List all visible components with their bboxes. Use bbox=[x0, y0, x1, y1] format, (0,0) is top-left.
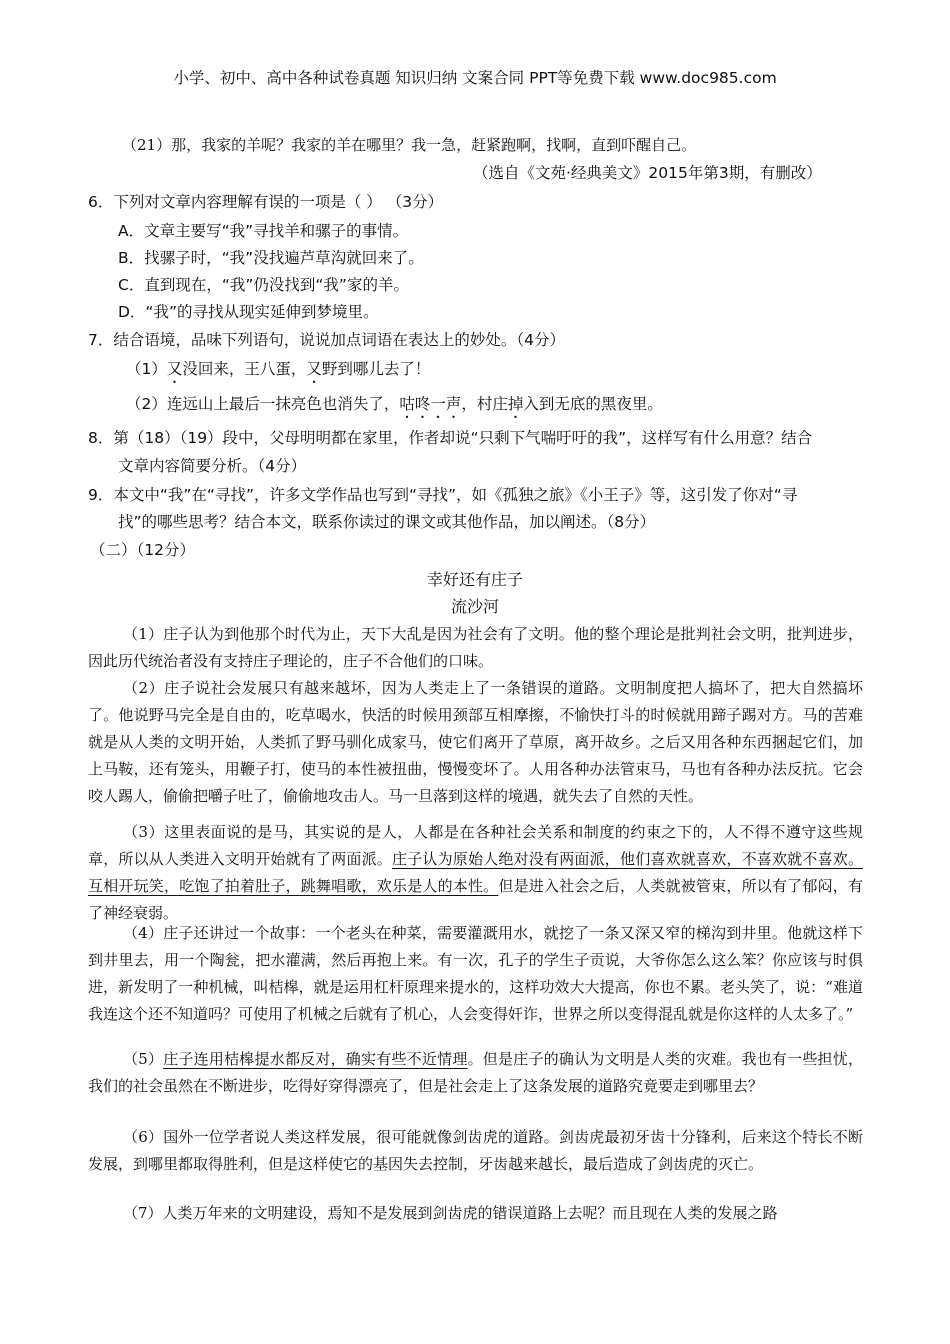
question-6-option-a: A．文章主要写“我”寻找羊和骡子的事情。 bbox=[118, 222, 409, 240]
article-paragraph-6: （6）国外一位学者说人类这样发展，很可能就像剑齿虎的道路。剑齿虎最初牙齿十分锋利，后来这个特长不断发展，到哪里都取得胜利，但是这样使它的基因失去控制，牙齿越来越长，最后造成了剑齿虎的灭亡。 bbox=[88, 1128, 863, 1173]
article-paragraph-2: （2）庄子说社会发展只有越来越坏，因为人类走上了一条错误的道路。文明制度把人搞坏了，把大自然搞坏了。他说野马完全是自由的，吃草喝水，快活的时候用颈部互相摩擦，不愉快打斗的时候就用蹄子踢对方。马的苦难就是从人类的文明开始，人类抓了野马驯化成家马，使它们离开了草原，离开故乡。之后又用各种东西捆起它们，加上马鞍，还有笼头，用鞭子打，使马的本性被扭曲，慢慢变坏了。人用各种办法管束马，马也有各种办法反抗。它会咬人踢人，偷偷把嚼子吐了，偷偷地攻击人。马一旦落到这样的境遇，就失去了自然的天性。 bbox=[88, 679, 863, 805]
question-6-option-c: C．直到现在，“我”仍没找到“我”家的羊。 bbox=[118, 276, 409, 294]
question-9-line-1: 9．本文中“我”在“寻找”，许多文学作品也写到“寻找”，如《孤独之旅》《小王子》等，这引发了你对“寻 bbox=[88, 486, 798, 504]
article-paragraph-3 bbox=[88, 819, 863, 927]
paragraph-21: （21）那，我家的羊呢？我家的羊在哪里？我一急，赶紧跑啊，找啊，直到吓醒自己。 bbox=[122, 136, 697, 154]
paragraph-5-underlined: 庄子连用桔槔提水都反对，确实有些不近情理 bbox=[163, 1050, 468, 1068]
paragraph-5-text: （5） bbox=[123, 1050, 164, 1068]
question-6-option-d: D．“我”的寻找从现实延伸到梦境里。 bbox=[118, 303, 379, 321]
question-9-line-2: 找”的哪些思考？结合本文，联系你读过的课文或其他作品，加以阐述。（8分） bbox=[118, 513, 656, 531]
article-title: 幸好还有庄子 bbox=[426, 570, 523, 589]
paragraph-3-text: 但是进入社会之后，人类就被管束，所以有了郁闷，有了神经衰弱。 bbox=[88, 877, 863, 922]
article-paragraph-7: （7）人类万年来的文明建设，焉知不是发展到剑齿虎的错误道路上去呢？而且现在人类的发展之路 bbox=[123, 1204, 778, 1222]
section-2-heading: （二）（12分） bbox=[90, 541, 195, 559]
sentence-2-part: （2）连远山上最后一抹亮色也消失了， bbox=[126, 395, 400, 413]
paragraph-5-text: 。但是庄子的确认为文明是人类的灾难。我也有一些担忧，我们的社会虽然在不断进步，吃得好穿得漂亮了，但是社会走上了这条发展的道路究竟要走到哪里去？ bbox=[88, 1050, 863, 1095]
article-paragraph-5 bbox=[88, 1046, 863, 1100]
sentence-2-part: 入到无底的黑夜里。 bbox=[523, 395, 663, 413]
dotted-word: 掉 bbox=[507, 395, 524, 413]
article-author: 流沙河 bbox=[450, 597, 499, 616]
question-7-sentence-1 bbox=[126, 358, 430, 387]
question-8-line-1: 8．第（18）（19）段中，父母明明都在家里，作者却说“只剩下气喘吁吁的我”，这样写有什么用意？结合 bbox=[88, 429, 813, 447]
page-header-banner: 小学、初中、高中各种试卷真题 知识归纳 文案合同 PPT等免费下载 www.doc985.com bbox=[173, 69, 777, 87]
dotted-word: 又 bbox=[166, 360, 183, 378]
sentence-1-part: 野到哪儿去了！ bbox=[321, 360, 431, 378]
source-citation: （选自《文苑·经典美文》2015年第3期，有删改） bbox=[473, 164, 822, 182]
sentence-1-part: （1） bbox=[126, 360, 167, 378]
dotted-word: 又 bbox=[306, 360, 322, 378]
sentence-2-part: ，村庄 bbox=[461, 395, 508, 413]
paragraph-3-underlined: 庄子认为原始人绝对没有两面派，他们喜欢就喜欢，不喜欢就不喜欢。互相开玩笑，吃饱了拍着肚子，跳舞唱歌，欢乐是人的本性。 bbox=[88, 850, 863, 895]
question-7-sentence-2 bbox=[126, 393, 663, 422]
paragraph-3-text: （3）这里表面说的是马，其实说的是人，人都是在各种社会关系和制度的约束之下的，人不得不遵守这些规章，所以从人类进入文明开始就有了两面派。 bbox=[88, 823, 863, 868]
question-6-stem: 6．下列对文章内容理解有误的一项是（ ） （3分） bbox=[88, 193, 444, 211]
article-paragraph-1: （1）庄子认为到他那个时代为止，天下大乱是因为社会有了文明。他的整个理论是批判社会文明，批判进步，因此历代统治者没有支持庄子理论的，庄子不合他们的口味。 bbox=[88, 625, 863, 670]
article-paragraph-4: （4）庄子还讲过一个故事：一个老头在种菜，需要灌溉用水，就挖了一条又深又窄的梯沟到井里。他就这样下到井里去，用一个陶瓮，把水灌满，然后再抱上来。有一次，孔子的学生子贡说，大爷你怎么这么笨？你应该与时俱进，新发明了一种机械，叫桔槔，就是运用杠杆原理来提水的，这样功效大大提高，你也不累。老头笑了，说：“难道我连这个还不知道吗？可使用了机械之后就有了机心，人会变得奸诈，世界之所以变得混乱就是你这样的人太多了。” bbox=[88, 924, 863, 1023]
question-7-stem: 7．结合语境，品味下列语句，说说加点词语在表达上的妙处。（4分） bbox=[88, 331, 565, 349]
question-8-line-2: 文章内容简要分析。（4分） bbox=[118, 457, 307, 475]
sentence-1-part: 没回来，王八蛋， bbox=[182, 360, 307, 378]
dotted-word: 咕咚一声 bbox=[399, 395, 462, 413]
question-6-option-b: B．找骡子时，“我”没找遍芦草沟就回来了。 bbox=[118, 249, 424, 267]
